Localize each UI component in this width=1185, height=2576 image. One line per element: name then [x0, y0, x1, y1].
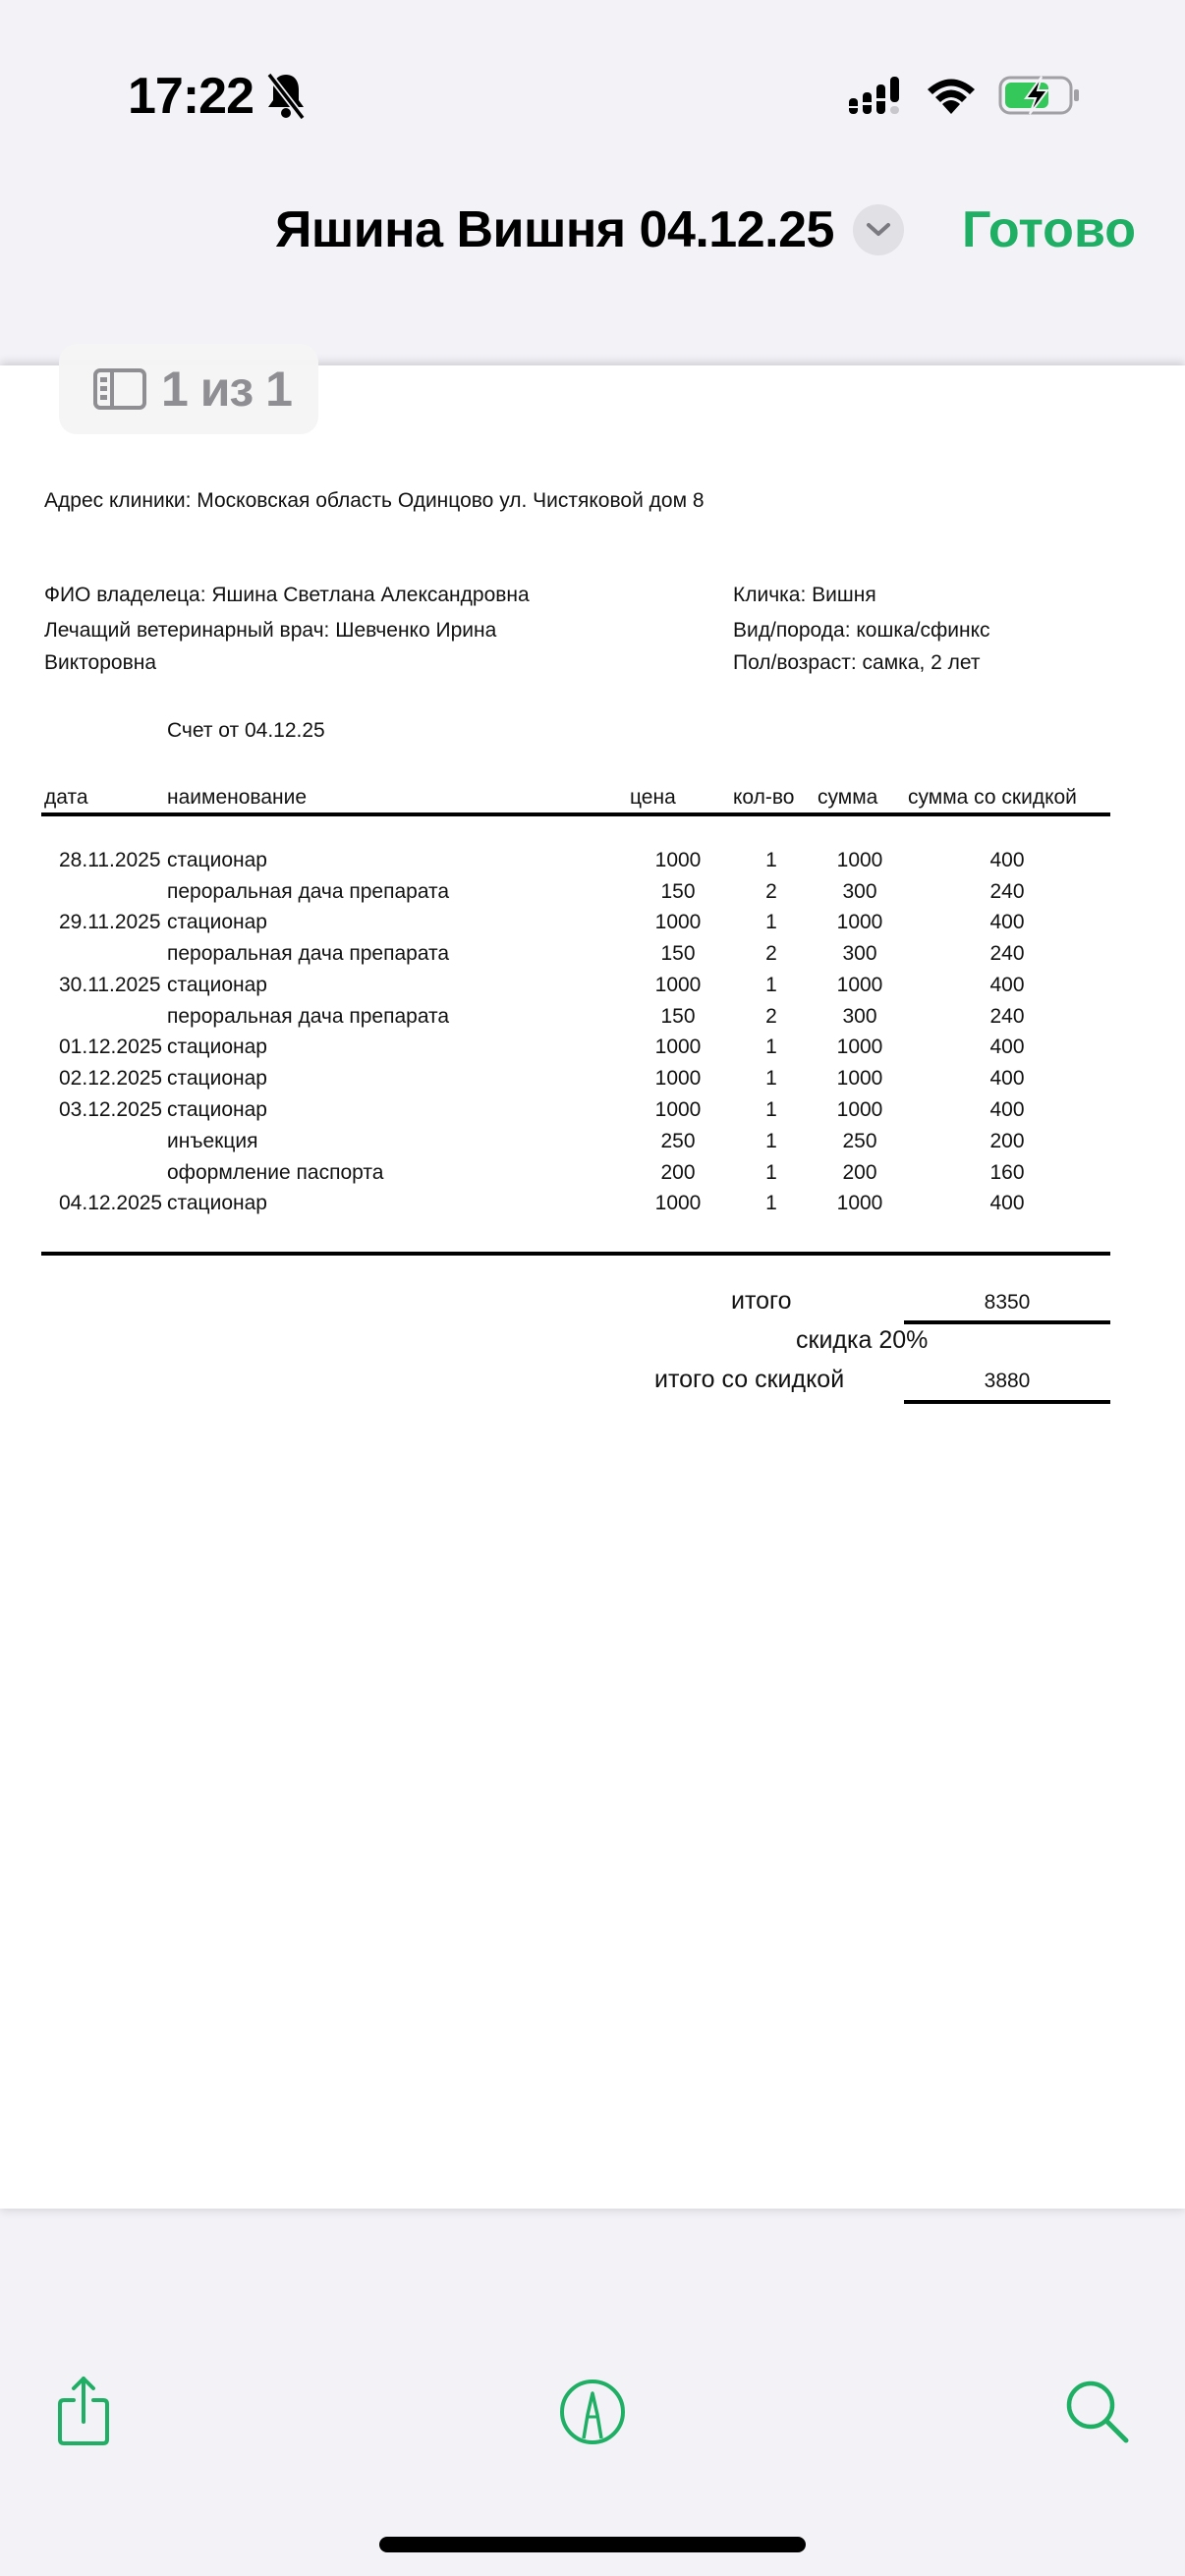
pet-sex-age: Пол/возраст: самка, 2 лет — [733, 651, 981, 674]
header-divider — [41, 812, 1110, 816]
search-button[interactable] — [1053, 2368, 1142, 2456]
battery-charging-icon — [998, 75, 1081, 116]
doctor-name-line2: Викторовна — [44, 651, 157, 674]
wifi-icon — [924, 75, 979, 116]
table-row: пероральная дача препарата 150 2 300 240 — [167, 942, 1025, 965]
discounted-total-underline — [904, 1400, 1110, 1404]
table-row: пероральная дача препарата 150 2 300 240 — [167, 1005, 1025, 1028]
doctor-name-line1: Лечащий ветеринарный врач: Шевченко Ирина — [44, 619, 497, 642]
chevron-down-icon — [866, 222, 891, 238]
share-icon — [54, 2375, 113, 2449]
discounted-total-value: 3880 — [984, 1370, 1031, 1392]
column-discounted: сумма со скидкой — [908, 786, 1077, 809]
table-row: оформление паспорта 200 1 200 160 — [167, 1161, 1025, 1184]
done-button[interactable]: Готово — [962, 201, 1136, 258]
sidebar-icon — [92, 367, 147, 411]
discount-label: скидка 20% — [796, 1326, 929, 1354]
discounted-total-label: итого со скидкой — [654, 1366, 845, 1393]
page-counter: 1 из 1 — [161, 362, 292, 417]
clinic-address: Адрес клиники: Московская область Одинцово ул. Чистяковой дом 8 — [44, 489, 705, 512]
table-row: 03.12.2025 стационар 1000 1 1000 400 — [59, 1098, 1025, 1121]
column-date: дата — [44, 786, 88, 809]
table-row: 02.12.2025 стационар 1000 1 1000 400 — [59, 1067, 1025, 1090]
owner-name: ФИО владелеца: Яшина Светлана Александровна — [44, 584, 530, 606]
cellular-signal-icon — [847, 77, 908, 116]
total-value: 8350 — [984, 1291, 1031, 1314]
pet-name: Кличка: Вишня — [733, 584, 876, 606]
navigation-bar — [0, 187, 1185, 364]
title-menu-button[interactable] — [853, 204, 904, 255]
pet-breed: Вид/порода: кошка/сфинкс — [733, 619, 990, 642]
table-footer-divider — [41, 1252, 1110, 1256]
column-qty: кол-во — [733, 786, 795, 809]
share-button[interactable] — [39, 2368, 128, 2456]
table-row: 29.11.2025 стационар 1000 1 1000 400 — [59, 911, 1025, 933]
pdf-page[interactable] — [0, 365, 1185, 2209]
column-price: цена — [630, 786, 676, 809]
table-row: 30.11.2025 стационар 1000 1 1000 400 — [59, 974, 1025, 996]
table-row: 28.11.2025 стационар 1000 1 1000 400 — [59, 849, 1025, 871]
search-icon — [1063, 2378, 1132, 2446]
document-title: Яшина Вишня 04.12.25 — [275, 201, 834, 258]
markup-button[interactable] — [548, 2368, 637, 2456]
total-underline — [904, 1320, 1110, 1324]
total-label: итого — [731, 1287, 792, 1315]
bell-slash-icon — [263, 71, 309, 120]
home-indicator[interactable] — [379, 2537, 806, 2552]
table-header — [0, 786, 1185, 815]
column-sum: сумма — [818, 786, 878, 809]
status-bar — [0, 0, 1185, 187]
table-row: пероральная дача препарата 150 2 300 240 — [167, 880, 1025, 903]
page-indicator[interactable] — [59, 344, 318, 434]
status-time: 17:22 — [128, 68, 254, 125]
table-row: инъекция 250 1 250 200 — [167, 1130, 1025, 1152]
column-name: наименование — [167, 786, 308, 809]
bottom-toolbar — [0, 2211, 1185, 2576]
table-row: 01.12.2025 стационар 1000 1 1000 400 — [59, 1036, 1025, 1058]
markup-icon — [558, 2378, 627, 2446]
table-row: 04.12.2025 стационар 1000 1 1000 400 — [59, 1192, 1025, 1214]
invoice-title: Счет от 04.12.25 — [167, 719, 325, 742]
